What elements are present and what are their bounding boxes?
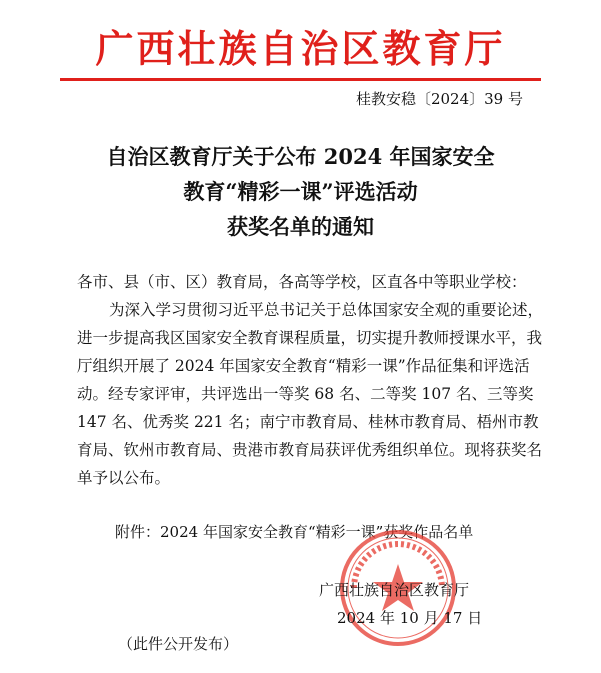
issuer-header: 广西壮族自治区教育厅 <box>95 26 506 71</box>
publication-note: （此件公开发布） <box>118 635 239 653</box>
document-number: 桂教安稳〔2024〕39 号 <box>355 90 523 108</box>
signature-organization: 广西壮族自治区教育厅 <box>319 581 470 599</box>
document-title-line-2: 教育“精彩一课”评选活动 <box>183 179 418 204</box>
body-paragraph <box>77 296 547 492</box>
body-text: 为深入学习贯彻习近平总书记关于总体国家安全观的重要论述，进一步提高我区国家安全教育课程质量，切实提升教师授课水平，我厅组织开展了 2024 年国家安全教育“精彩一课”作品征集和评选活动。经专家评审，共评选出一等奖 68 名、二等奖 107 名、三等奖 147 名、优秀奖 221 名；南宁市教育局、桂林市教育局、梧州市教育局、钦州市教育局、贵港市教育局获评优秀组织单位。现将获奖名单予以公布。 <box>77 301 544 487</box>
attachment-line: 附件：2024 年国家安全教育“精彩一课”获奖作品名单 <box>115 523 474 541</box>
document-title-line-3: 获奖名单的通知 <box>227 214 374 239</box>
header-red-rule <box>60 78 541 81</box>
signature-date: 2024 年 10 月 17 日 <box>337 609 483 627</box>
document-title-line-1: 自治区教育厅关于公布 2024 年国家安全 <box>106 144 495 169</box>
addressee-line: 各市、县（市、区）教育局，各高等学校，区直各中等职业学校： <box>77 273 527 291</box>
